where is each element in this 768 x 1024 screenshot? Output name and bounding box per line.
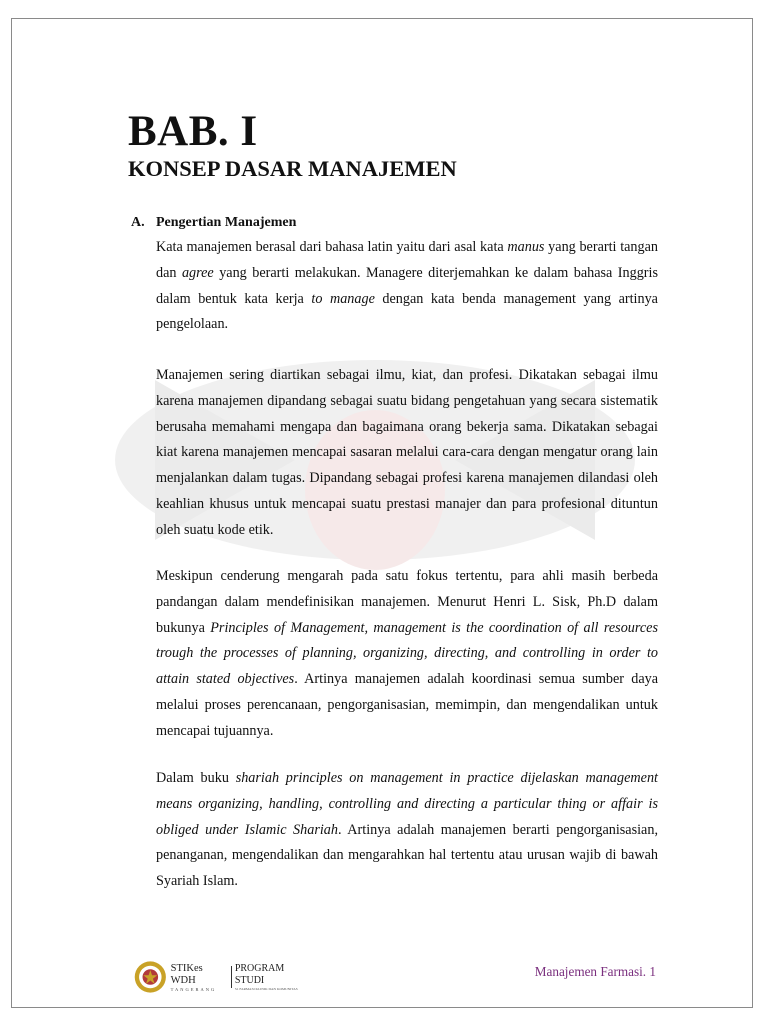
italic-run: shariah principles on management in practice dijelaskan management means organizing, handling, controlling and directing a particular thing or affair is obliged under Islamic Shariah [156, 770, 658, 838]
text-run: Meskipun cenderung mengarah pada satu fokus tertentu, para ahli masih berbeda pandangan dalam mendefinisikan manajemen. Menurut Henri L. Sisk, Ph.D dalam bukunya [156, 568, 658, 636]
paragraph-1 [156, 235, 658, 338]
paragraph-3 [156, 564, 658, 745]
paragraph-4 [156, 766, 658, 895]
italic-run: Principles of Management, management is the coordination of all resources trough the processes of planning, organizing, directing, and controlling in order to attain stated objectives [156, 619, 658, 688]
logo-program: PROGRAM STUDI [234, 963, 285, 986]
logo-divider [231, 966, 232, 988]
logo-brand: STIKes WDH [170, 962, 203, 986]
text-run: Manajemen sering diartikan sebagai ilmu, kiat, dan profesi. Dikatakan sebagai ilmu karena manajemen dipandang sebagai suatu bidang pengetahuan yang secara sistematik berusaha memahami mengapa dan bagaimana orang bekerja sama. Dikatakan sebagai kiat karena manajemen mencapai sasaran melalui cara-cara dengan mengatur orang lain menjalankan dalam tugas. Dipandang sebagai profesi karena manajemen dilandasi oleh keahlian khusus untuk mencapai suatu prestasi manajer dan para profesional dituntun oleh suatu kode etik. [156, 367, 658, 538]
italic-run: agree [181, 264, 214, 281]
text-run: dengan kata benda management yang artinya pengelolaan. [156, 290, 658, 333]
logo-city: TANGERANG [170, 986, 217, 992]
text-run: . Artinya manajemen adalah koordinasi semua sumber daya melalui proses perencanaan, pengorganisasian, memimpin, dan mengendalikan untuk mencapai tujuannya. [156, 671, 659, 739]
text-run: yang berarti melakukan. Managere diterjemahkan ke dalam bahasa Inggris dalam bentuk kata kerja [156, 264, 658, 307]
text-run: Kata manajemen berasal dari bahasa latin yaitu dari asal kata [156, 239, 508, 255]
chapter-number: BAB. I [128, 108, 258, 155]
italic-run: to manage [311, 290, 375, 307]
section-marker: A. [131, 215, 145, 230]
logo-program-sub: S1 FARMASI KLINIK DAN KOMUNITAS [234, 987, 298, 991]
paragraph-2 [156, 363, 658, 544]
section-heading [131, 213, 296, 233]
page-footer-label: Manajemen Farmasi. 1 [534, 964, 656, 979]
chapter-title: KONSEP DASAR MANAJEMEN [128, 156, 457, 181]
text-run: Dalam buku [156, 770, 236, 786]
section-title: Pengertian Manajemen [156, 215, 297, 230]
institution-logo [133, 958, 313, 996]
institution-seal-icon [133, 959, 168, 995]
italic-run: manus [507, 239, 545, 255]
text-run: yang berarti tangan dan [156, 239, 659, 281]
text-run: . Artinya adalah manajemen berarti pengorganisasian, penanganan, mengendalikan dan mengarahkan hal tertentu atau urusan wajib di bawah Syariah Islam. [156, 821, 658, 890]
logo-wordmark [171, 963, 313, 992]
